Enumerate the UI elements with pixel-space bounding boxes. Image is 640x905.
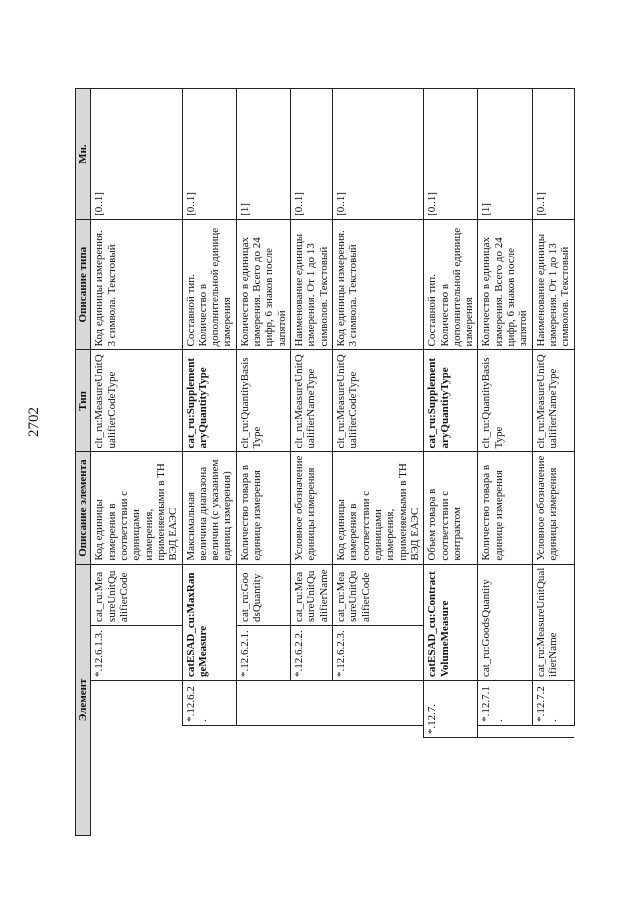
table-row <box>91 56 182 836</box>
type-description: Количество в единицах измерения. Всего до 24 цифр, 6 знаков после запятой <box>478 219 532 350</box>
element-description: Количество товара в единице измерения <box>236 452 290 564</box>
table-row <box>291 56 333 836</box>
element-code: *.12.7.2. <box>532 681 574 726</box>
table-header-row <box>76 56 91 836</box>
type-name: cat_ru:SupplementaryQuantityType <box>424 350 478 452</box>
element-description: Условное обозначение единицы измерения <box>532 452 574 564</box>
type-name: cat_ru:SupplementaryQuantityType <box>182 350 236 452</box>
element-name: cat_ru:MeasureUnitQualifierCode <box>91 564 182 625</box>
element-code: *.12.6.2.2. <box>291 625 333 680</box>
table-row <box>182 56 236 836</box>
type-name: clt_ru:QuantityBasisType <box>236 350 290 452</box>
multiplicity: [0..1] <box>291 89 333 220</box>
type-name: clt_ru:MeasureUnitQualifierNameType <box>291 350 333 452</box>
element-description: Объем товара в соответствии с контрактом <box>424 452 478 564</box>
multiplicity: [0..1] <box>333 89 424 220</box>
multiplicity: [0..1] <box>91 89 182 220</box>
type-description: Количество в единицах измерения. Всего до 24 цифр, 6 знаков после запятой <box>236 219 290 350</box>
element-code: *.12.6.2.3. <box>333 625 424 680</box>
element-description: Код единицы измерения в соответствии с единицами измерения, применяемыми в ТН ВЭД ЕАЭС <box>333 452 424 564</box>
element-code: *.12.6.2. <box>182 681 236 726</box>
table-row <box>532 56 574 836</box>
multiplicity: [1] <box>478 89 532 220</box>
type-description: Составной тип. Количество в дополнительной единице измерения <box>182 219 236 350</box>
element-code: *.12.6.2.1. <box>236 625 290 680</box>
type-name: clt_ru:MeasureUnitQualifierCodeType <box>333 350 424 452</box>
element-name: cat_ru:GoodsQuantity <box>236 564 290 625</box>
spec-table <box>75 56 575 836</box>
element-name: catESAD_cu:ContractVolumeMeasure <box>424 564 478 680</box>
page-number: 2702 <box>26 407 42 437</box>
type-description: Наименование единицы измерения. От 1 до 13 символов. Текстовый <box>532 219 574 350</box>
element-code: *.12.7.1. <box>478 681 532 726</box>
element-name: catESAD_cu:MaxRangeMeasure <box>182 564 236 680</box>
element-description: Количество товара в единице измерения <box>478 452 532 564</box>
header-element-description: Описание элемента <box>76 452 91 564</box>
type-description: Код единицы измерения. 3 символа. Текстовый <box>91 219 182 350</box>
type-name: clt_ru:QuantityBasisType <box>478 350 532 452</box>
table-row <box>424 56 478 836</box>
element-name: cat_ru:MeasureUnitQualifierCode <box>333 564 424 625</box>
element-name: cat_ru:MeasureUnitQualifierName <box>532 564 574 680</box>
header-type-description: Описание типа <box>76 219 91 350</box>
type-description: Наименование единицы измерения. От 1 до 13 символов. Текстовый <box>291 219 333 350</box>
multiplicity: [0..1] <box>182 89 236 220</box>
element-name: cat_ru:GoodsQuantity <box>478 564 532 680</box>
table-row <box>333 56 424 836</box>
table-row <box>478 56 532 836</box>
header-type: Тип <box>76 350 91 452</box>
header-element: Элемент <box>76 564 91 835</box>
type-name: clt_ru:MeasureUnitQualifierCodeType <box>91 350 182 452</box>
multiplicity: [0..1] <box>532 89 574 220</box>
element-description: Код единицы измерения в соответствии с единицами измерения, применяемыми в ТН ВЭД ЕАЭС <box>91 452 182 564</box>
element-code: *.12.7. <box>424 681 478 738</box>
multiplicity: [1] <box>236 89 290 220</box>
rotated-table-wrapper <box>75 56 572 836</box>
element-name: cat_ru:MeasureUnitQualifierName <box>291 564 333 625</box>
type-name: clt_ru:MeasureUnitQualifierNameType <box>532 350 574 452</box>
type-description: Код единицы измерения. 3 символа. Текстовый <box>333 219 424 350</box>
multiplicity: [0..1] <box>424 89 478 220</box>
table-row <box>236 56 290 836</box>
element-description: Условное обозначение единицы измерения <box>291 452 333 564</box>
element-code: *.12.6.1.3. <box>91 625 182 680</box>
type-description: Составной тип. Количество в дополнительной единице измерения <box>424 219 478 350</box>
element-description: Максимальная величина диапазона величин (с указанием единиц измерения) <box>182 452 236 564</box>
header-multiplicity: Мн. <box>76 89 91 220</box>
